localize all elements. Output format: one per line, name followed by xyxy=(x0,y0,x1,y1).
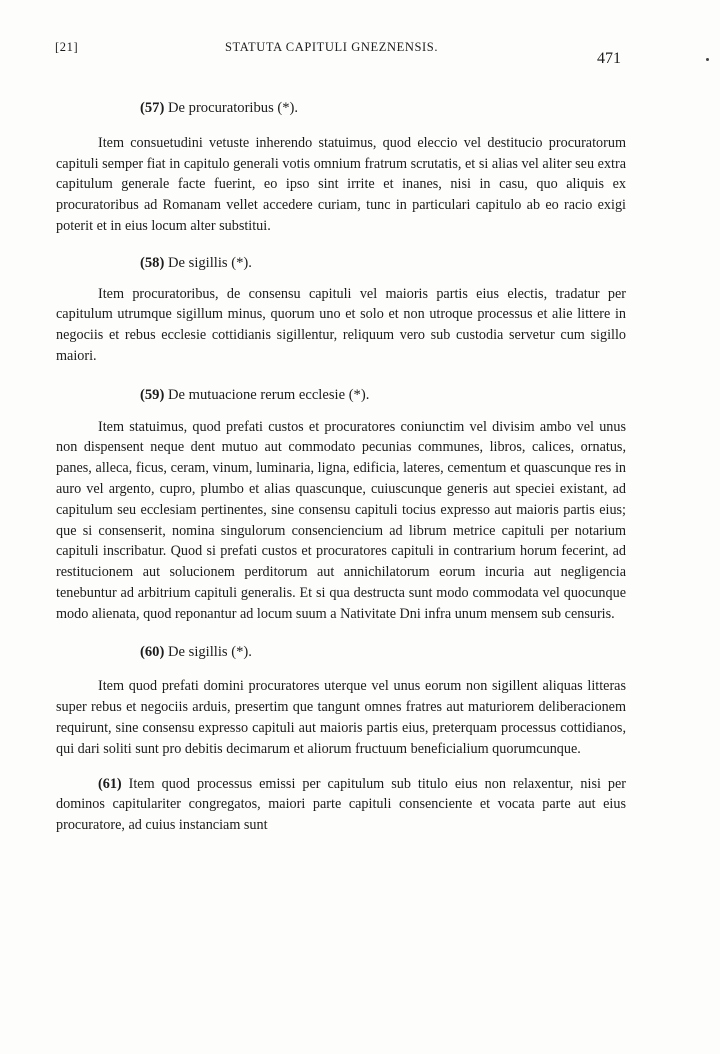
section-heading-57 xyxy=(56,98,626,119)
section-text-60: Item quod prefati domini procuratores uterque vel unus eorum non sigillent aliquas litteras super rebus et negociis arduis, presertim que tangunt omnes fratres aut maturiorem deliberacionem requirunt, sine consensu expresso capituli aut maioris partis eius, preterquam processus cottidianos, qui dari soliti sunt pro debitis decimarum et aliorum fructuum beneficialium quorumcunque. xyxy=(56,678,626,757)
running-header xyxy=(55,40,624,64)
section-heading-58 xyxy=(56,253,626,274)
section-text-61 xyxy=(56,774,626,836)
section-number: (57) xyxy=(140,100,165,116)
section-title: De sigillis (*). xyxy=(167,254,252,271)
page-reference: [21] xyxy=(55,40,79,54)
section-title: De sigillis (*). xyxy=(167,643,252,660)
section-title: De mutuacione rerum ecclesie (*). xyxy=(167,386,370,403)
section-title: De procuratoribus (*). xyxy=(167,100,299,116)
section-number: (58) xyxy=(140,254,165,271)
section-text-59: Item statuimus, quod prefati custos et procuratores coniunctim vel divisim ambo vel unus non dispensent neque dent mutuo aut commodato pecunias communes, libros, calices, ornatus, panes, alleca, ficus, ceram, vinum, luminaria, ligna, edificia, lateres, cementum et quascunque res in auro vel argento, cupro, plumbo et alias quascunque, cuiuscunque generis aut speciei existant, ad capitulum seu ecclesiam pertinentes, sine consensu capituli tocius expresso aut maioris partis eius; que si consenserit, nomina singulorum consenciencium ad librum metrice capituli per notarium capituli inscribatur. Quod si prefati custos et procuratores capituli in contrarium horum fecerint, ad restitucionem aut solucionem perditorum aut annichilatorum eorum incuria aut negligencia tenebuntur ad arbitrium capituli generalis. Et si qua destructa sunt modo commodata vel quocunque modo alienata, quod reponantur ad locum suum a Nativitate Dni infra unum mensem sub censuris. xyxy=(56,418,626,622)
page-body xyxy=(56,98,626,836)
section-body: Item quod processus emissi per capitulum sub titulo eius non relaxentur, nisi per dominos capitulariter congregatos, maiori parte capituli consenciente et vocata parte aut eius procuratore, ad cuius instanciam sunt xyxy=(56,775,627,834)
section-heading-59 xyxy=(56,385,626,406)
running-title: STATUTA CAPITULI GNEZNENSIS. xyxy=(225,40,439,54)
section-number: (59) xyxy=(140,386,165,403)
section-heading-60 xyxy=(56,642,626,663)
section-text-57: Item consuetudini vetuste inherendo statuimus, quod eleccio vel destitucio procuratorum capituli semper fiat in capitulo generali votis omnium fratrum scrutatis, et si alias vel aliter seu extra capitulum generale facte fuerint, eo ipso sint irrite et inanes, nisi in casu, quo aliquis ex procuratoribus ad Romanam vellet accedere curiam, tunc in particulari capitulo ab eo racio exigi poterit et in eius locum alter substitui. xyxy=(56,134,626,234)
margin-mark xyxy=(706,58,709,61)
page-number: 471 xyxy=(597,50,621,67)
section-number: (61) xyxy=(98,775,122,792)
section-text-58: Item procuratoribus, de consensu capituli vel maioris partis eius electis, tradatur per capitulum utrumque sigillum minus, quorum uno et solo et non utroque processus et alie littere in negociis et rebus ecclesie cottidianis sigillentur, reliquum vero sub custodia servetur cum sigillo maiori. xyxy=(56,285,626,364)
section-number: (60) xyxy=(140,643,165,660)
